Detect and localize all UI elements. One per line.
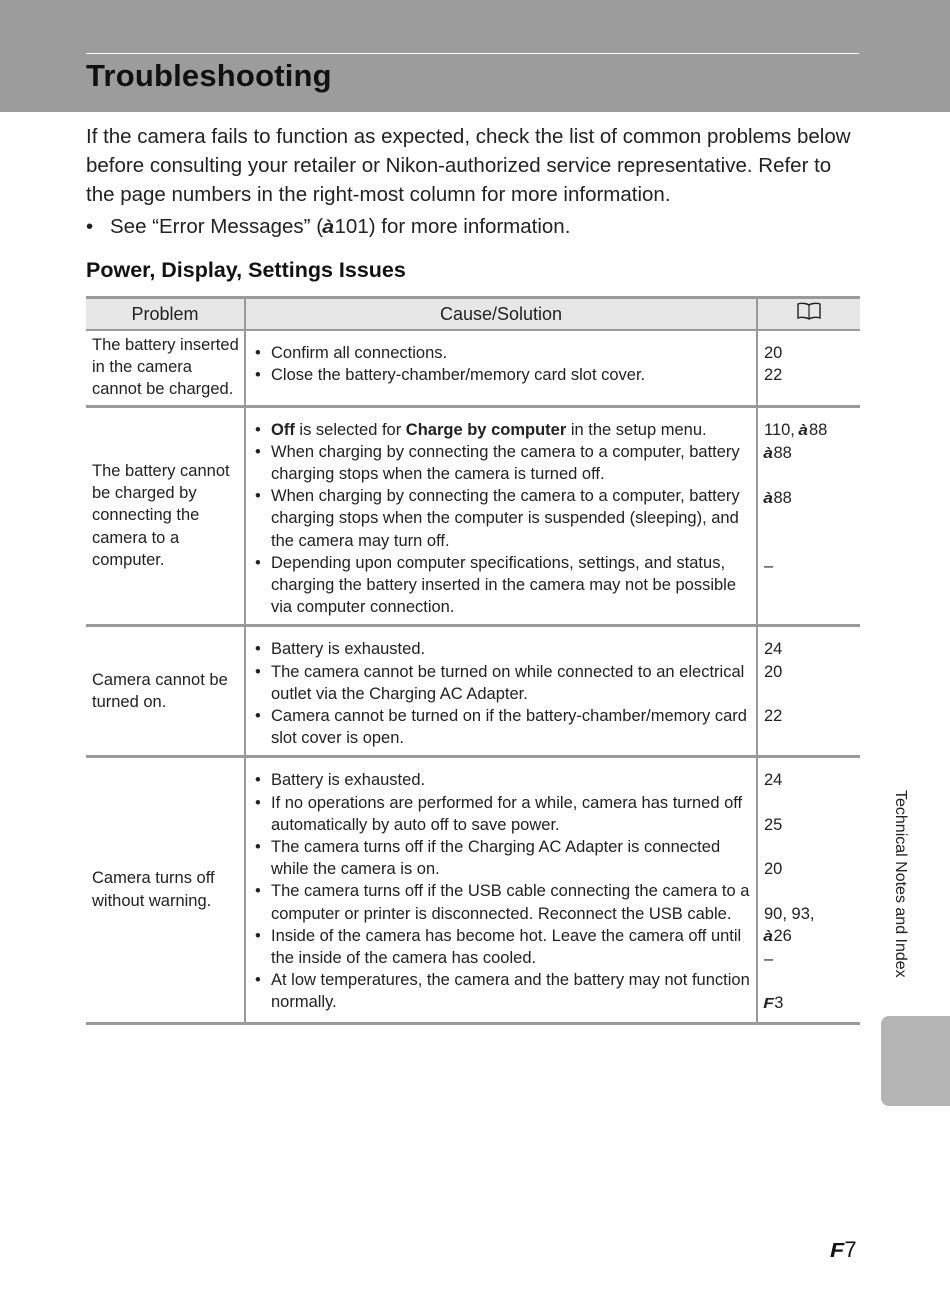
page-section-icon: F: [829, 1240, 844, 1262]
reference-text: –: [764, 950, 774, 969]
cause-item: [254, 769, 750, 791]
reference-line: [764, 555, 856, 577]
cause-text: Camera cannot be turned on if the battery-chamber/memory card slot cover is open.: [271, 707, 747, 748]
header-rule: [86, 53, 859, 54]
intro-bullet-page: 101: [334, 215, 369, 238]
cause-item: [254, 792, 750, 836]
reference-text: –: [764, 556, 774, 575]
cause-list: [254, 638, 750, 749]
header-band: [0, 0, 950, 112]
cause-item: [254, 836, 750, 880]
reference-line: [764, 970, 856, 992]
column-header-problem: Problem: [86, 298, 245, 331]
reference-line: [764, 442, 856, 465]
reference-cell: [757, 330, 860, 406]
cause-item: [254, 661, 750, 705]
table-row: [86, 406, 860, 626]
reference-line: [764, 948, 856, 970]
reference-line: [764, 465, 856, 487]
cause-text: is selected for: [294, 420, 406, 439]
cause-item: [254, 441, 750, 485]
intro-bullet-prefix: See “Error Messages” (: [110, 215, 324, 238]
cause-solution-cell: [245, 626, 757, 757]
intro-text: [86, 122, 861, 241]
table-row: [86, 626, 860, 757]
reference-line: [764, 925, 856, 948]
cause-text: Battery is exhausted.: [271, 771, 426, 790]
reference-line: [764, 364, 856, 386]
cause-item: [254, 419, 750, 441]
reference-line: [764, 342, 856, 364]
reference-line: [764, 836, 856, 858]
cause-item: [254, 925, 750, 969]
cause-list: [254, 419, 750, 619]
reference-text: 90, 93,: [764, 904, 815, 923]
cause-list: [254, 342, 750, 386]
cause-list: [254, 769, 750, 1013]
reference-line: [764, 510, 856, 532]
column-header-reference: [757, 298, 860, 331]
reference-text: 22: [764, 707, 783, 726]
side-tab: [881, 1016, 950, 1106]
column-header-cause-solution: Cause/Solution: [245, 298, 757, 331]
section-title: Power, Display, Settings Issues: [86, 258, 406, 282]
reference-line: [764, 661, 856, 683]
cause-text: The camera cannot be turned on while connected to an electrical outlet via the Charging AC Adapter.: [271, 662, 745, 703]
reference-page: 3: [774, 994, 784, 1013]
reference-text: 24: [764, 640, 783, 659]
issues-table-wrapper: [86, 296, 860, 1025]
cause-item: [254, 638, 750, 660]
reference-section-icon: F: [763, 995, 773, 1013]
cause-item: [254, 705, 750, 749]
reference-text: 22: [764, 366, 783, 385]
cause-item: [254, 969, 750, 1013]
reference-text: 24: [764, 771, 783, 790]
cause-item: [254, 880, 750, 924]
reference-line: [764, 769, 856, 791]
reference-section-icon: à: [322, 216, 334, 237]
intro-bullet: [86, 212, 861, 241]
cause-text: Depending upon computer specifications, settings, and status, charging the battery inserted in the camera may not be possible via computer connection.: [271, 553, 737, 617]
table-body: [86, 330, 860, 1023]
reference-section-icon: à: [763, 927, 772, 945]
cause-text: Inside of the camera has become hot. Leave the camera off until the inside of the camera has cooled.: [271, 926, 742, 968]
cause-item: [254, 342, 750, 364]
reference-line: [764, 533, 856, 555]
cause-text: Battery is exhausted.: [271, 640, 426, 659]
intro-paragraph: If the camera fails to function as expected, check the list of common problems below before consulting your retailer or Nikon-authorized service representative. Refer to the page numbers in the right-most column for more information.: [86, 125, 851, 206]
reference-section-icon: à: [763, 490, 772, 508]
problem-cell: Camera cannot be turned on.: [86, 626, 245, 757]
cause-text: If no operations are performed for a while, camera has turned off automatically by auto off to save power.: [271, 793, 743, 834]
table-row: [86, 330, 860, 406]
reference-page: 26: [773, 926, 792, 945]
intro-bullet-suffix: ) for more information.: [368, 215, 571, 238]
reference-page: 88: [773, 489, 792, 508]
cause-item: [254, 485, 750, 552]
reference-line: [764, 903, 856, 925]
issues-table: [86, 296, 860, 1025]
problem-cell: The battery inserted in the camera cannot be charged.: [86, 330, 245, 406]
reference-line: [764, 992, 856, 1015]
cause-item: [254, 552, 750, 619]
cause-text: in the setup menu.: [566, 420, 707, 439]
cause-text: Close the battery-chamber/memory card slot cover.: [271, 366, 646, 385]
cause-text: When charging by connecting the camera to a computer, battery charging stops when the camera is turned off.: [271, 442, 740, 484]
table-row: [86, 757, 860, 1023]
reference-section-icon: à: [798, 421, 808, 439]
reference-text: 20: [764, 662, 783, 681]
reference-cell: [757, 626, 860, 757]
page-title: Troubleshooting: [86, 58, 332, 93]
cause-item: [254, 364, 750, 386]
menu-option-name: Charge by computer: [405, 420, 567, 439]
cause-text: When charging by connecting the camera to a computer, battery charging stops when the computer is suspended (sleeping), and the camera may turn off.: [271, 487, 740, 550]
cause-solution-cell: [245, 330, 757, 406]
reference-cell: [757, 406, 860, 626]
book-icon: [796, 302, 822, 320]
reference-text: 25: [764, 815, 783, 834]
reference-cell: [757, 757, 860, 1023]
reference-text: 20: [764, 344, 783, 362]
cause-solution-cell: [245, 406, 757, 626]
setting-value: Off: [271, 420, 295, 439]
page-number-value: 7: [844, 1237, 857, 1262]
table-header-row: [86, 298, 860, 331]
problem-cell: The battery cannot be charged by connecting the camera to a computer.: [86, 406, 245, 626]
reference-line: [764, 683, 856, 705]
reference-line: [764, 487, 856, 510]
reference-line: [764, 858, 856, 880]
cause-text: The camera turns off if the USB cable connecting the camera to a computer or printer is disconnected. Reconnect the USB cable.: [271, 882, 750, 923]
cause-text: The camera turns off if the Charging AC Adapter is connected while the camera is on.: [271, 838, 721, 879]
reference-text: 20: [764, 860, 783, 879]
problem-cell: Camera turns off without warning.: [86, 757, 245, 1023]
reference-line: [764, 792, 856, 814]
reference-line: [764, 814, 856, 836]
cause-solution-cell: [245, 757, 757, 1023]
reference-section-icon: à: [763, 444, 772, 462]
cause-text: At low temperatures, the camera and the battery may not function normally.: [271, 971, 750, 1012]
reference-text: 110,: [764, 420, 800, 439]
cause-text: Confirm all connections.: [271, 344, 448, 362]
reference-line: [764, 705, 856, 727]
reference-line: [764, 880, 856, 902]
reference-line: [764, 419, 856, 442]
reference-page: 88: [808, 420, 828, 439]
reference-line: [764, 638, 856, 660]
page-number: [831, 1237, 857, 1263]
reference-page: 88: [773, 443, 792, 462]
side-tab-label: Technical Notes and Index: [892, 790, 909, 978]
